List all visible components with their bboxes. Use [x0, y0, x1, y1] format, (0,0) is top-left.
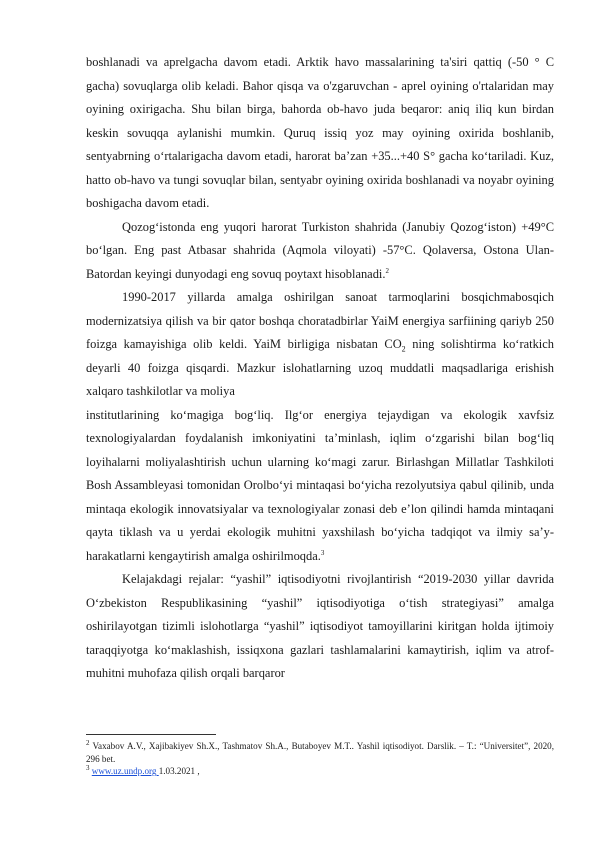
subscript: 2 [401, 344, 406, 354]
footnote-number: 3 [86, 764, 90, 773]
footnote-ref[interactable]: 2 [385, 266, 389, 275]
footnotes [86, 740, 554, 778]
footnote: $^3$ www.uz.undp.org 1.03.2021 , [86, 764, 200, 777]
paragraph: boshlanadi va aprelgacha davom etadi. Arktik havo massalarining ta'siri qattiq (-50 ° C gacha) sovuqlarga olib keladi. Bahor qisqa va o'zgaruvchan - aprel oyining o'rtalaridan may oyining oxirigacha. Shu bilan birga, bahorda ob-havo juda beqaror: aniq iliq kun birdan keskin sovuqqa aylanishi mumkin. Quruq issiq yoz may oyining oxirida boshlanib, sentyabrning oʻrtalarigacha davom etadi, harorat baʼzan +35...+40 S° gacha koʻtariladi. Kuz, hatto ob-havo va tungi sovuqlar bilan, sentyabr oyining oxirida boshlanadi va noyabr oyining boshigacha davom etadi. [86, 55, 554, 210]
footnote-ref[interactable]: 3 [320, 548, 325, 557]
footnote: $^2$ Vaxabov A.V., Xajibakiyev Sh.X., Tashmatov Sh.A., Butaboyev M.T.. Yashil iqtisodiyot. Darslik. – T.: “Universitet”, 2020, 296 bet. [86, 738, 555, 764]
body-text [86, 51, 554, 686]
footnote-number: 2 [86, 738, 90, 747]
footnote-divider [86, 734, 216, 735]
paragraph: 1990-2017 yillarda amalga oshirilgan sanoat tarmoqlarini bosqichmabosqich modernizatsiya qilish va bir qator boshqa choratadbirlar YaiM energiya sarfiining qariyb 250 foizga kamayishiga olib keldi. YaiM birligiga nisbatan $CO_2$ ning solishtirma ko‘ratkich deyarli 40 foizga qisqardi. Mazkur islohatlarning uzoq muddatli maqsadlariga erishish xalqaro tashkilotlar va moliya [86, 290, 554, 398]
footnote-link[interactable]: www.uz.undp.org [91, 766, 159, 777]
paragraph: institutlarining ko‘magiga bog‘liq. Ilg‘or energiya tejaydigan va ekologik xavfsiz texnologiyalardan foydalanish imkoniyatini ta’minlash, iqlim o‘zgarishi bilan bog‘liq loyihalarni moliyalashtirish uchun ularning ko‘magi zarur. Birlashgan Millatlar Tashkiloti Bosh Assambleyasi tomonidan Orolboʻyi mintaqasi boʻyicha rezolyutsiya qabul qilinib, unda mintaqa ekologik innovatsiyalar va texnologiyalar zonasi deb eʼlon qilindi hamda mintaqani qayta tiklash va u yerdai ekologik muhitni yaxshilash boʻyicha tadqiqot va ilmiy saʼy-harakatlarni kengaytirish amalga oshirilmoqda.$^3$ [86, 407, 554, 563]
paragraph: Qozogʻistonda eng yuqori harorat Turkiston shahrida (Janubiy Qozogʻiston) +49°C boʻlgan. Eng past Atbasar shahrida (Aqmola viloyati) -57°C. Qolaversa, Ostona Ulan-Batordan keyingi dunyodagi eng sovuq poytaxt hisoblanadi.$^2$ [86, 219, 554, 281]
paragraph: Kelajakdagi rejalar: “yashil” iqtisodiyotni rivojlantirish “2019-2030 yillar davrida Oʻzbekiston Respublikasining “yashil” iqtisodiyotiga oʻtish strategiyasi” amalga oshirilayotgan tizimli islohotlarga “yashil” iqtisodiyot tamoyillarini kiritgan holda ijtimoiy taraqqiyotga koʻmaklashish, issiqxona gazlari tashlamalarini kamaytirish, iqlim va atrof-muhitni muhofaza qilish orqali barqaror [86, 572, 554, 680]
